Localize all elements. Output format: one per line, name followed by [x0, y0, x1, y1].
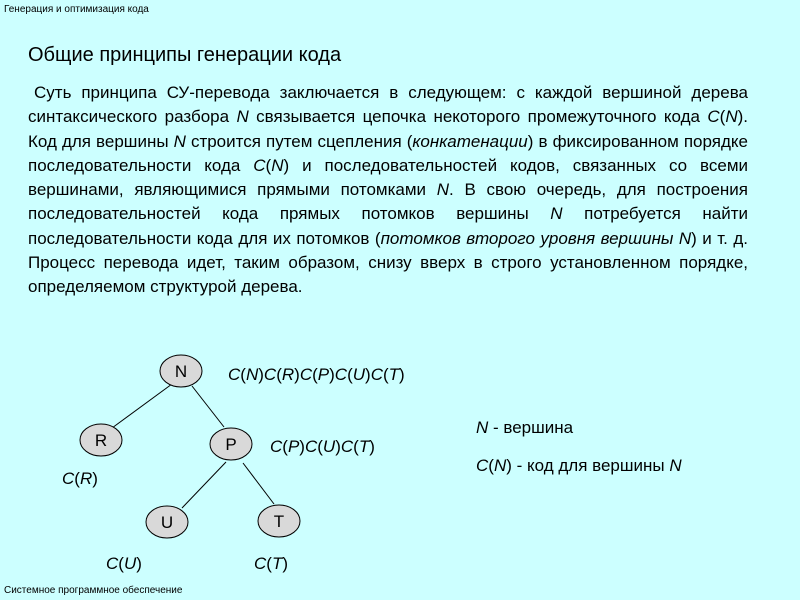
slide-title: Общие принципы генерации кода — [28, 44, 342, 66]
node-p — [210, 428, 252, 460]
paragraph-text: строится путем сцепления ( — [185, 131, 413, 151]
footer-caption: Системное программное обеспечение — [4, 585, 183, 596]
italic-term: N — [436, 180, 450, 200]
node-n — [160, 355, 202, 387]
edge-p-u — [182, 462, 226, 508]
p-code-label — [270, 437, 375, 457]
node-p-label: P — [225, 435, 237, 454]
italic-term: N — [236, 107, 249, 127]
edge-n-p — [192, 386, 224, 427]
italic-term: N — [173, 131, 186, 151]
italic-term: C — [707, 107, 720, 127]
header-caption: Генерация и оптимизация кода — [4, 4, 149, 15]
italic-term: потомков второго уровня вершины N — [380, 228, 692, 248]
italic-term: N — [271, 155, 284, 175]
u-code-label — [106, 554, 142, 574]
paragraph-text: . В свою очередь, для построения последовательностей кода прямых потомков вершины — [28, 180, 748, 224]
paragraph-text: ) в фиксированном порядке последовательности кода — [28, 131, 748, 175]
formula-text: C(N) - код для вершины N — [476, 456, 682, 475]
paragraph-text: связывается цепочка некоторого промежуточного кода — [248, 107, 708, 127]
formula-text: C(R) — [62, 469, 98, 488]
root-code-label — [228, 365, 405, 385]
paragraph-text: ) и т. д. Процесс перевода идет, таким образом, снизу вверх в строго установленном порядке, определяемом структурой дерева. — [28, 228, 748, 297]
formula-text: C(T) — [254, 554, 289, 573]
t-code-label — [254, 554, 288, 574]
paragraph-text: ). Код для вершины — [28, 107, 748, 151]
italic-term: N — [725, 107, 738, 127]
formula-text: N - вершина — [476, 418, 574, 437]
paragraph-text: потребуется найти последовательности кода для их потомков ( — [28, 204, 748, 248]
italic-term: N — [550, 204, 563, 224]
legend-vertex — [476, 418, 573, 438]
node-n-label: N — [174, 362, 188, 381]
node-u — [146, 506, 188, 538]
node-t — [258, 505, 300, 537]
formula-text: C(N)C(R)C(P)C(U)C(T) — [228, 365, 405, 384]
paragraph-text: ( — [719, 107, 726, 127]
formula-text: C(P)C(U)C(T) — [270, 437, 375, 456]
edge-n-r — [112, 384, 172, 428]
node-r-label: R — [94, 431, 108, 450]
node-r — [80, 424, 122, 456]
italic-term: C — [253, 155, 266, 175]
formula-text: C(U) — [106, 554, 142, 573]
paragraph-text: Суть принципа СУ-перевода заключается в следующем: с каждой вершиной дерева синтаксического разбора — [28, 83, 748, 127]
node-u-label: U — [160, 513, 174, 532]
edge-p-t — [243, 463, 274, 504]
r-code-label — [62, 469, 98, 489]
italic-term: конкатенации — [412, 131, 528, 151]
paragraph-text: ( — [265, 155, 272, 175]
paragraph-text: ) и последовательностей кодов, связанных со всеми вершинами, являющимися прямыми потомками — [28, 155, 749, 200]
legend-code — [476, 456, 682, 476]
node-t-label: T — [273, 512, 285, 531]
